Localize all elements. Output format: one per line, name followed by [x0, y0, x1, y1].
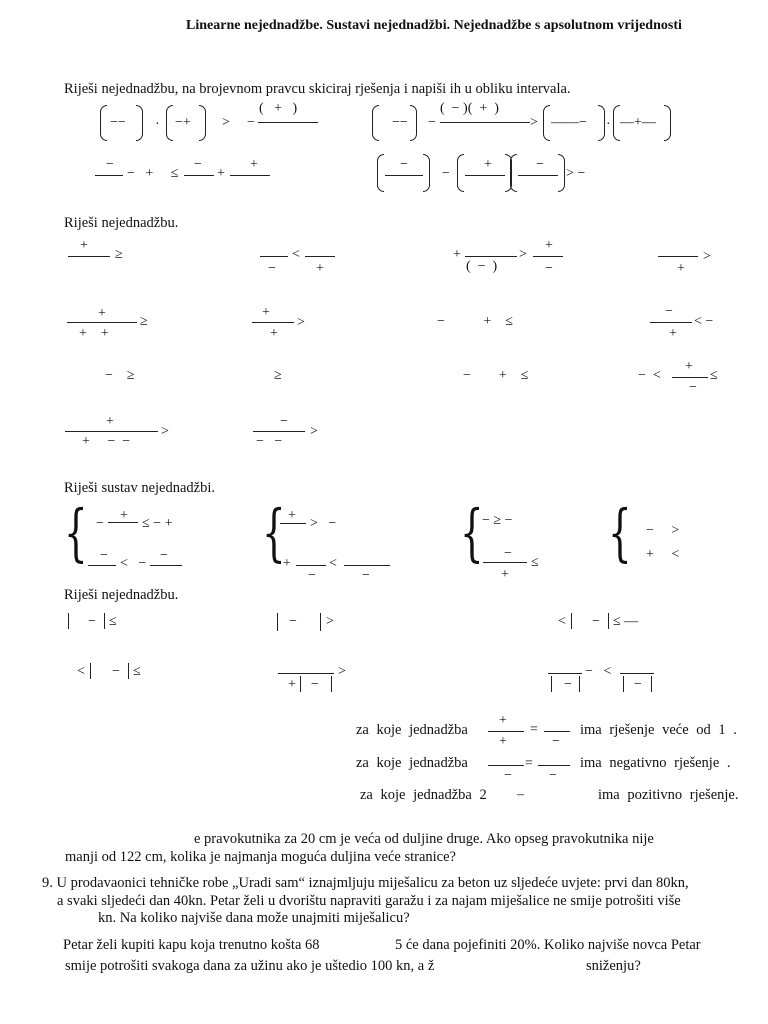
problem-10-line-2b: sniženju? [586, 958, 641, 974]
problem-8-line-1: e pravokutnika za 20 cm je veća od duljine druge. Ako opseg pravokutnika nije [194, 831, 654, 847]
problem-10-line-2a: smije potrošiti svakoga dana za užinu ako je uštedio 100 kn, a ž [65, 958, 435, 974]
question-2-tail: ima negativno rješenje . [580, 755, 731, 771]
problem-9-line-1: 9. U prodavaonici tehničke robe „Uradi sam“ iznajmljuju miješalicu za beton uz sljedeće uvjete: prvi dan 80kn, [42, 875, 689, 891]
question-1-lead: za koje jednadžba [356, 722, 468, 738]
question-3-tail: ima pozitivno rješenje. [598, 787, 739, 803]
problem-8-line-2: manji od 122 cm, kolika je najmanja moguća duljina veće stranice? [65, 849, 456, 865]
section-heading-4: Riješi nejednadžbu. [64, 587, 179, 603]
section-heading-3: Riješi sustav nejednadžbi. [64, 480, 216, 496]
section-heading-2: Riješi nejednadžbu. [64, 215, 179, 231]
page-title: Linearne nejednadžbe. Sustavi nejednadžbi. Nejednadžbe s apsolutnom vrijednosti [186, 18, 682, 33]
problem-9-line-3: kn. Na koliko najviše dana može unajmiti miješalicu? [98, 910, 410, 926]
section-heading-1: Riješi nejednadžbu, na brojevnom pravcu skiciraj rješenja i napiši ih u obliku intervala. [64, 81, 571, 97]
problem-10-line-1a: Petar želi kupiti kapu koja trenutno košta 68 [63, 937, 320, 953]
problem-10-line-1b: 5 će dana pojefiniti 20%. Koliko najviše novca Petar [395, 937, 701, 953]
question-2-lead: za koje jednadžba [356, 755, 468, 771]
question-1-tail: ima rješenje veće od 1 . [580, 722, 737, 738]
problem-9-line-2: a svaki sljedeći dan 40kn. Petar želi u dvorištu napraviti garažu i za najam miješalice ne smije potrošiti više [57, 893, 681, 909]
question-3-lead: za koje jednadžba 2 [360, 787, 487, 803]
